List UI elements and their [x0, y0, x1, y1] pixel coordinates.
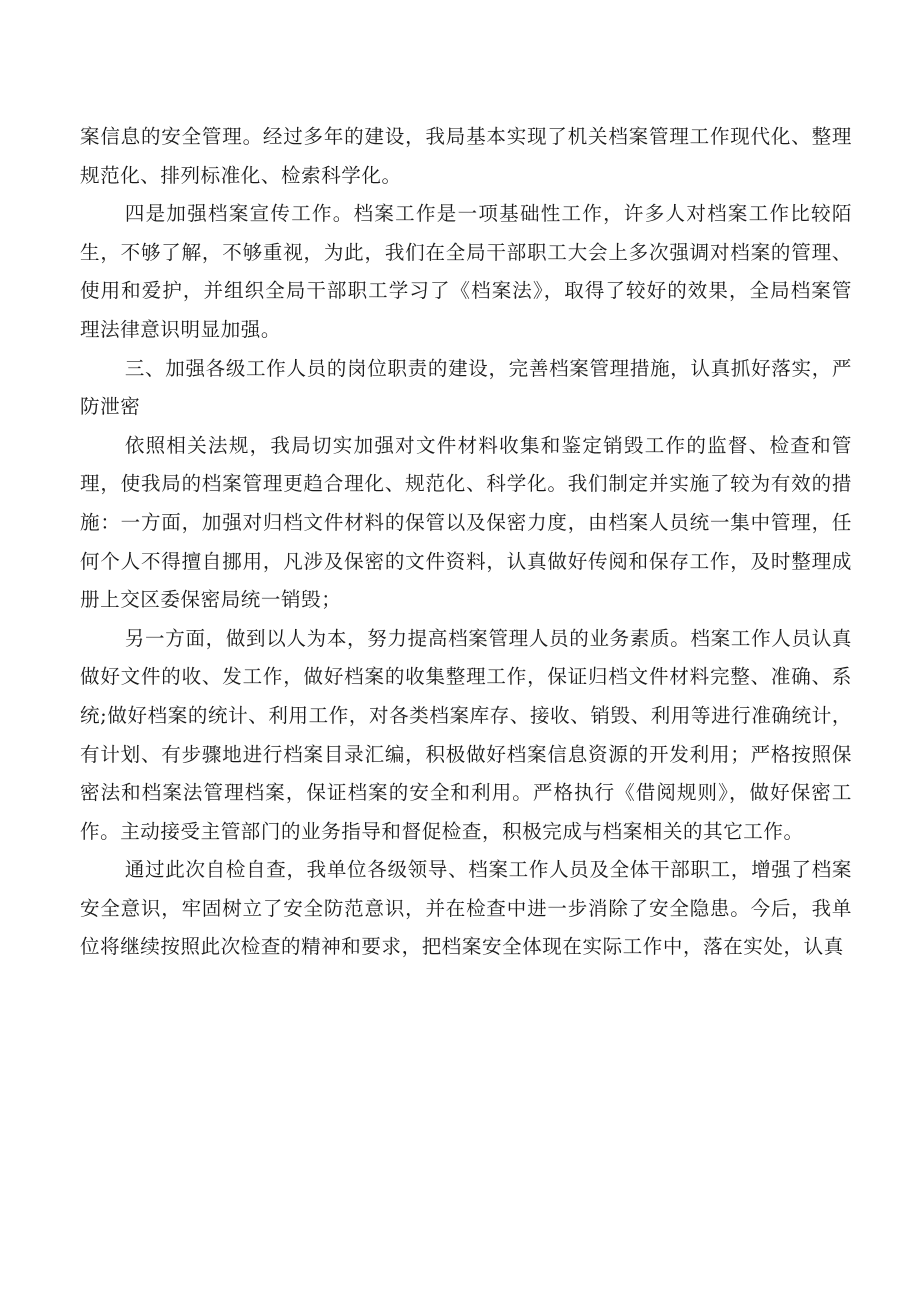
document-body: [80, 118, 852, 967]
paragraph-archive-security-management: 案信息的安全管理。经过多年的建设，我局基本实现了机关档案管理工作现代化、整理规范化、排列标准化、检索科学化。: [80, 125, 852, 187]
paragraph-self-inspection-conclusion: 通过此次自检自查，我单位各级领导、档案工作人员及全体干部职工，增强了档案安全意识，牢固树立了安全防范意识，并在检查中进一步消除了安全隐患。今后，我单位将继续按照此次检查的精神和要求，把档案安全体现在实际工作中，落在实处，认真: [80, 858, 852, 959]
paragraph-regulations-measures: 依照相关法规，我局切实加强对文件材料收集和鉴定销毁工作的监督、检查和管理，使我局的档案管理更趋合理化、规范化、科学化。我们制定并实施了较为有效的措施：一方面，加强对归档文件材料的保管以及保密力度，由档案人员统一集中管理，任何个人不得擅自挪用，凡涉及保密的文件资料，认真做好传阅和保存工作，及时整理成册上交区委保密局统一销毁；: [80, 433, 852, 612]
section-heading-job-responsibilities: 三、加强各级工作人员的岗位职责的建设，完善档案管理措施，认真抓好落实，严防泄密: [80, 356, 852, 419]
paragraph-archive-publicity: 四是加强档案宣传工作。档案工作是一项基础性工作，许多人对档案工作比较陌生，不够了解，不够重视，为此，我们在全局干部职工大会上多次强调对档案的管理、使用和爱护，并组织全局干部职工学习了《档案法》，取得了较好的效果，全局档案管理法律意识明显加强。: [80, 202, 852, 341]
paragraph-staff-quality: 另一方面，做到以人为本，努力提高档案管理人员的业务素质。档案工作人员认真做好文件的收、发工作，做好档案的收集整理工作，保证归档文件材料完整、准确、系统;做好档案的统计、利用工作，对各类档案库存、接收、销毁、利用等进行准确统计，有计划、有步骤地进行档案目录汇编，积极做好档案信息资源的开发利用；严格按照保密法和档案法管理档案，保证档案的安全和利用。严格执行《借阅规则》，做好保密工作。主动接受主管部门的业务指导和督促检查，积极完成与档案相关的其它工作。: [80, 626, 852, 843]
